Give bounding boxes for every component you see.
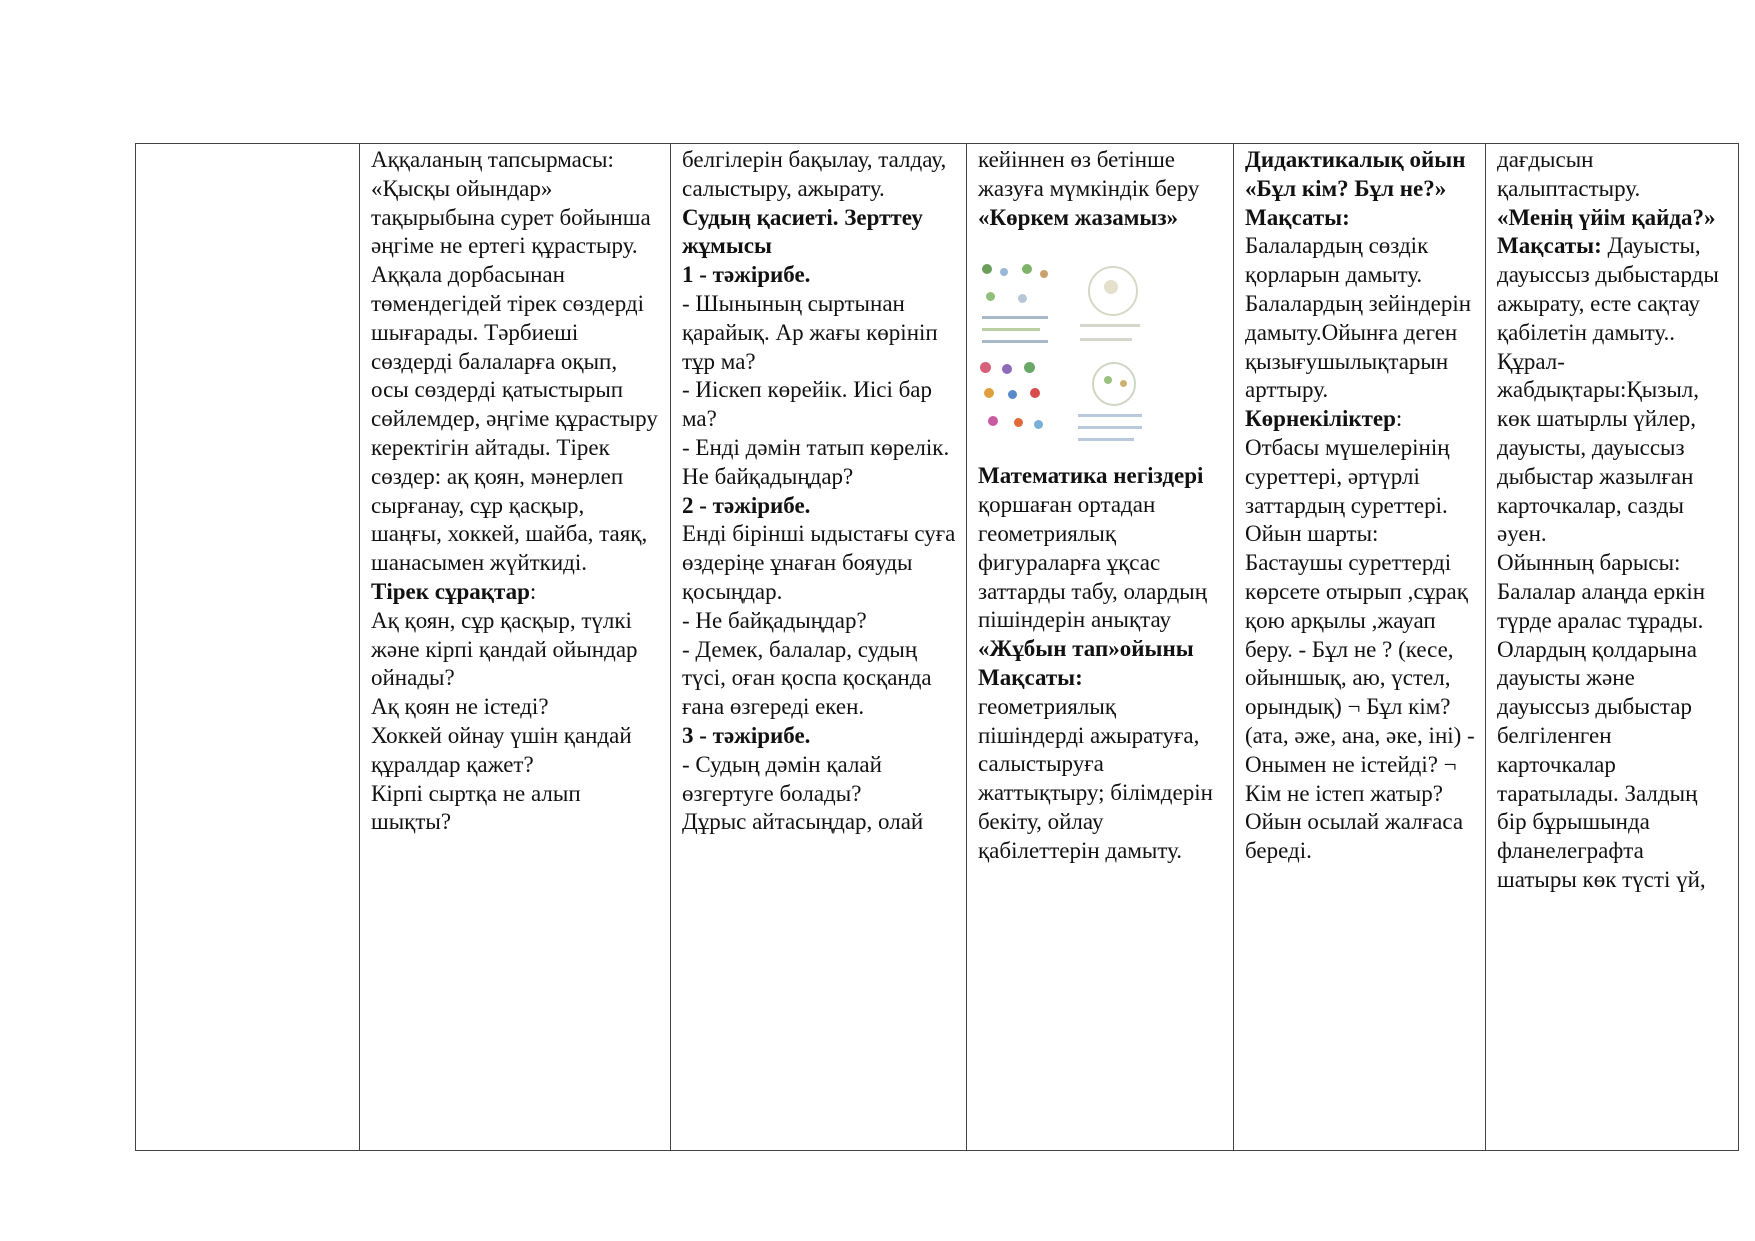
math-basics-heading: Математика негіздері xyxy=(978,463,1204,489)
cell-water-experiment xyxy=(671,144,967,1151)
cell-didactic-game xyxy=(1234,144,1486,1151)
table-row xyxy=(136,144,1739,1151)
math-basics-text: қоршаған ортадан геометриялық фигураларға ұқсас заттарды табу, олардың пішіндерін анықтау xyxy=(978,492,1208,633)
worksheet-thumbnail xyxy=(1074,258,1152,350)
beautiful-writing-heading: «Көркем жазамыз» xyxy=(978,204,1179,230)
visual-aids-text: Отбасы мүшелерінің суреттері, әртүрлі заттардың суреттері. Ойын шарты: Бастаушы суреттерді көрсете отырып ,сұрақ қою арқылы ,жауап беру. - Бұл не ? (кесе, ойыншық, аю, үстел, орындық) ¬ Бұл кім? (ата, әже, ана, әке, іні) - Онымен не істейді? ¬ Кім не істеп жатыр? Ойын осылай жалғаса береді. xyxy=(1245,434,1475,864)
goal-text: Балалардың сөздік қорларын дамыту. Балалардың зейіндерін дамыту.Ойынға деген қызығушылықтарын арттыру. xyxy=(1245,233,1472,403)
lesson-plan-table xyxy=(135,143,1739,1151)
experiment-3-heading: 3 - тәжірибе. xyxy=(682,722,811,748)
experiment-1-text: - Шынының сыртынан қарайық. Ар жағы көрініп тұр ма? - Иіскеп көрейік. Иісі бар ма? - Енді дәмін татып көрелік. Не байқадыңдар? xyxy=(682,290,950,489)
didactic-game-heading: Дидактикалық ойын «Бұл кім? Бұл не?» xyxy=(1245,147,1466,201)
worksheet-thumbnail xyxy=(1074,358,1152,450)
experiment-2-heading: 2 - тәжірибе. xyxy=(682,492,811,518)
writing-intro-text: кейіннен өз бетінше жазуға мүмкіндік беру xyxy=(978,147,1200,201)
water-research-heading: Судың қасиеті. Зерттеу жұмысы xyxy=(682,204,923,259)
find-pair-game-heading: «Жұбын тап»ойыны xyxy=(978,636,1194,662)
visual-aids-heading: Көрнекіліктер: xyxy=(1245,406,1403,432)
goal-text: геометриялық пішіндерді ажыратуға, салыстыруға жаттықтыру; білімдерін бекіту, ойлау қабілеттерін дамыту. xyxy=(978,693,1213,863)
cell-empty xyxy=(136,144,360,1151)
experiment-2-text: Енді бірінші ыдыстағы суға өздеріңе ұнаған бояуды қосыңдар. - Не байқадыңдар? - Демек, балалар, судың түсі, оған қоспа қосқанда ғана өзгереді екен. xyxy=(682,521,956,720)
experiment-3-text: - Судың дәмін қалай өзгертуге болады? Дұрыс айтасыңдар, олай xyxy=(682,751,924,835)
worksheet-thumbnails-icon xyxy=(978,258,1158,450)
worksheet-thumbnail xyxy=(978,358,1056,450)
cell-my-house-game xyxy=(1486,144,1739,1151)
goal-heading: Мақсаты: xyxy=(978,664,1083,690)
support-questions-list: Ақ қоян, сұр қасқыр, түлкі және кірпі қандай ойындар ойнады? Ақ қоян не істеді? Хоккей ойнау үшін қандай құралдар қажет? Кірпі сыртқа не алып шықты? xyxy=(371,607,638,835)
worksheet-thumbnail xyxy=(978,258,1056,350)
support-questions-heading: Тірек сұрақтар: xyxy=(371,578,537,604)
my-house-game-heading: «Менің үйім қайда?» xyxy=(1497,204,1716,230)
skill-text: дағдысын қалыптастыру. xyxy=(1497,147,1641,201)
goal-paragraph: Мақсаты: Дауысты, дауыссыз дыбыстарды ажырату, есте сақтау қабілетін дамыту.. xyxy=(1497,233,1719,345)
cell-story-task xyxy=(360,144,671,1151)
goal-heading: Мақсаты: xyxy=(1245,204,1350,230)
observation-text: белгілерін бақылау, талдау, салыстыру, ажырату. xyxy=(682,147,947,201)
experiment-1-heading: 1 - тәжірибе. xyxy=(682,262,811,288)
game-procedure-text: Құрал-жабдықтары:Қызыл, көк шатырлы үйлер, дауысты, дауыссыз дыбыстар жазылған карточкалар, сазды әуен. Ойынның барысы: Балалар алаңда еркін түрде аралас тұрады. Олардың қолдарына дауысты және дауыссыз дыбыстар белгіленген карточкалар таратылады. Залдың бір бұрышында фланелеграфта шатыры көк түсті үй, xyxy=(1497,348,1706,892)
story-task-text: Аққаланың тапсырмасы: «Қысқы ойындар» тақырыбына сурет бойынша әңгіме не ертегі құрастыру. Аққала дорбасынан төмендегідей тірек сөздерді шығарады. Тәрбиеші сөздерді балаларға оқып, осы сөздерді қатыстырып сөйлемдер, әңгіме құрастыру керектігін айтады. Тірек сөздер: ақ қоян, мәнерлеп сырғанау, сұр қасқыр, шаңғы, хоккей, шайба, таяқ, шанасымен жүйткиді. xyxy=(371,147,658,576)
cell-writing-math xyxy=(967,144,1234,1151)
